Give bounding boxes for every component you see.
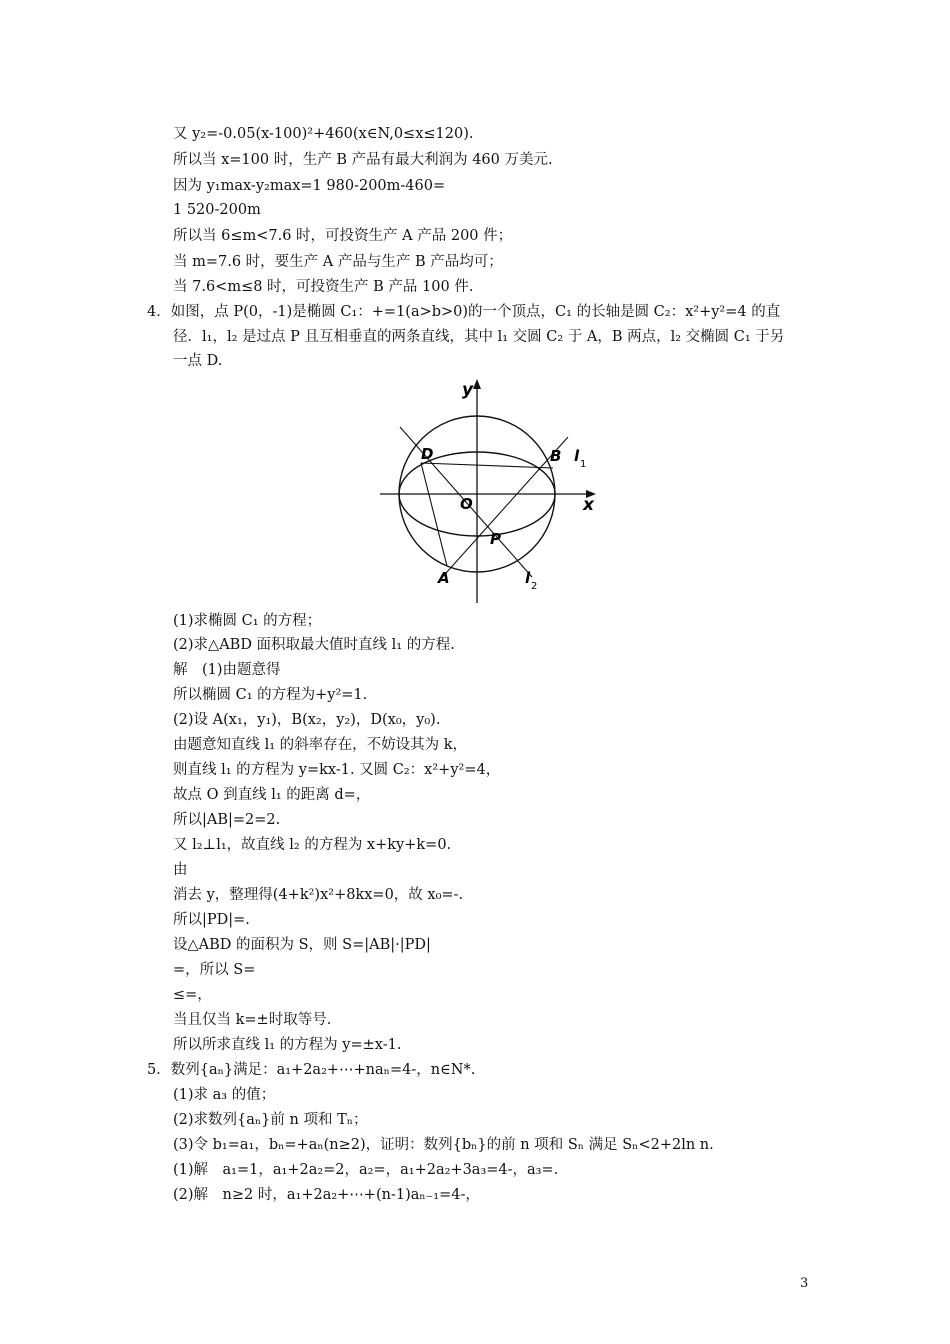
ellipse-circle-figure bbox=[378, 377, 600, 605]
point-d-label: D bbox=[421, 445, 434, 463]
text-line: 所以所求直线 l₁ 的方程为 y=±x-1. bbox=[173, 1037, 402, 1053]
text-line: (1)求 a₃ 的值； bbox=[173, 1087, 276, 1103]
line-l2-subscript: 2 bbox=[531, 581, 538, 592]
text-line: ≤=， bbox=[173, 987, 212, 1003]
point-p-label: P bbox=[490, 530, 501, 548]
point-b-label: B bbox=[550, 447, 562, 465]
text-line: 所以|PD|=. bbox=[173, 912, 250, 928]
text-line: 径．l₁，l₂ 是过点 P 且互相垂直的两条直线，其中 l₁ 交圆 C₂ 于 A，B 两点，l₂ 交椭圆 C₁ 于另 bbox=[173, 329, 785, 345]
text-line: 由 bbox=[173, 862, 188, 878]
x-axis-label: x bbox=[583, 495, 594, 515]
text-line: (2)求△ABD 面积取最大值时直线 l₁ 的方程. bbox=[173, 637, 455, 653]
text-line: 所以当 x=100 时，生产 B 产品有最大利润为 460 万美元. bbox=[173, 152, 553, 168]
text-line: 由题意知直线 l₁ 的斜率存在，不妨设其为 k， bbox=[173, 737, 468, 753]
text-line: 当且仅当 k=±时取等号. bbox=[173, 1012, 332, 1028]
text-line: 当 7.6<m≤8 时，可投资生产 B 产品 100 件. bbox=[173, 279, 474, 295]
text-line: 设△ABD 的面积为 S，则 S=|AB|·|PD| bbox=[173, 937, 431, 953]
text-line: 所以椭圆 C₁ 的方程为+y²=1. bbox=[173, 687, 368, 703]
text-line: 一点 D. bbox=[173, 353, 223, 369]
text-line: =，所以 S= bbox=[173, 962, 256, 978]
text-line: 当 m=7.6 时，要生产 A 产品与生产 B 产品均可； bbox=[173, 254, 503, 270]
text-line: 所以当 6≤m<7.6 时，可投资生产 A 产品 200 件； bbox=[173, 228, 513, 244]
text-line: 解 (1)由题意得 bbox=[173, 662, 281, 678]
text-line: (2)设 A(x₁，y₁)，B(x₂，y₂)，D(x₀，y₀). bbox=[173, 712, 441, 728]
text-line: 1 520-200m bbox=[173, 202, 261, 218]
text-line: 又 y₂=-0.05(x-100)²+460(x∈N,0≤x≤120). bbox=[173, 126, 474, 142]
y-axis-label: y bbox=[462, 380, 474, 400]
text-line: 消去 y，整理得(4+k²)x²+8kx=0，故 x₀=-. bbox=[173, 887, 464, 903]
text-line: 故点 O 到直线 l₁ 的距离 d=， bbox=[173, 787, 371, 803]
text-line: 又 l₂⊥l₁，故直线 l₂ 的方程为 x+ky+k=0. bbox=[173, 837, 452, 853]
text-line: (1)解 a₁=1，a₁+2a₂=2，a₂=，a₁+2a₂+3a₃=4-，a₃=. bbox=[173, 1162, 559, 1178]
page-number: 3 bbox=[800, 1276, 809, 1291]
point-a-label: A bbox=[438, 569, 450, 587]
text-line: (2)求数列{aₙ}前 n 项和 Tₙ； bbox=[173, 1112, 368, 1128]
text-line: 所以|AB|=2=2. bbox=[173, 812, 281, 828]
line-l2-label: l bbox=[525, 569, 531, 587]
text-line: 因为 y₁max-y₂max=1 980-200m-460= bbox=[173, 178, 446, 194]
origin-label: O bbox=[460, 495, 473, 513]
text-line: (3)令 b₁=a₁，bₙ=+aₙ(n≥2)，证明：数列{bₙ}的前 n 项和 Sₙ 满足 Sₙ<2+2ln n. bbox=[173, 1137, 714, 1153]
line-l1-subscript: 1 bbox=[580, 459, 587, 470]
question-5-stem: 5．数列{aₙ}满足：a₁+2a₂+⋯+naₙ=4-，n∈N*. bbox=[147, 1062, 476, 1078]
text-line: (1)求椭圆 C₁ 的方程； bbox=[173, 613, 322, 629]
text-line: 则直线 l₁ 的方程为 y=kx-1. 又圆 C₂：x²+y²=4， bbox=[173, 762, 501, 778]
line-l1-label: l bbox=[574, 447, 580, 465]
question-4-stem: 4．如图，点 P(0，-1)是椭圆 C₁：+=1(a>b>0)的一个顶点，C₁ 的长轴是圆 C₂：x²+y²=4 的直 bbox=[147, 304, 781, 320]
text-line: (2)解 n≥2 时，a₁+2a₂+⋯+(n-1)aₙ₋₁=4-， bbox=[173, 1187, 480, 1203]
